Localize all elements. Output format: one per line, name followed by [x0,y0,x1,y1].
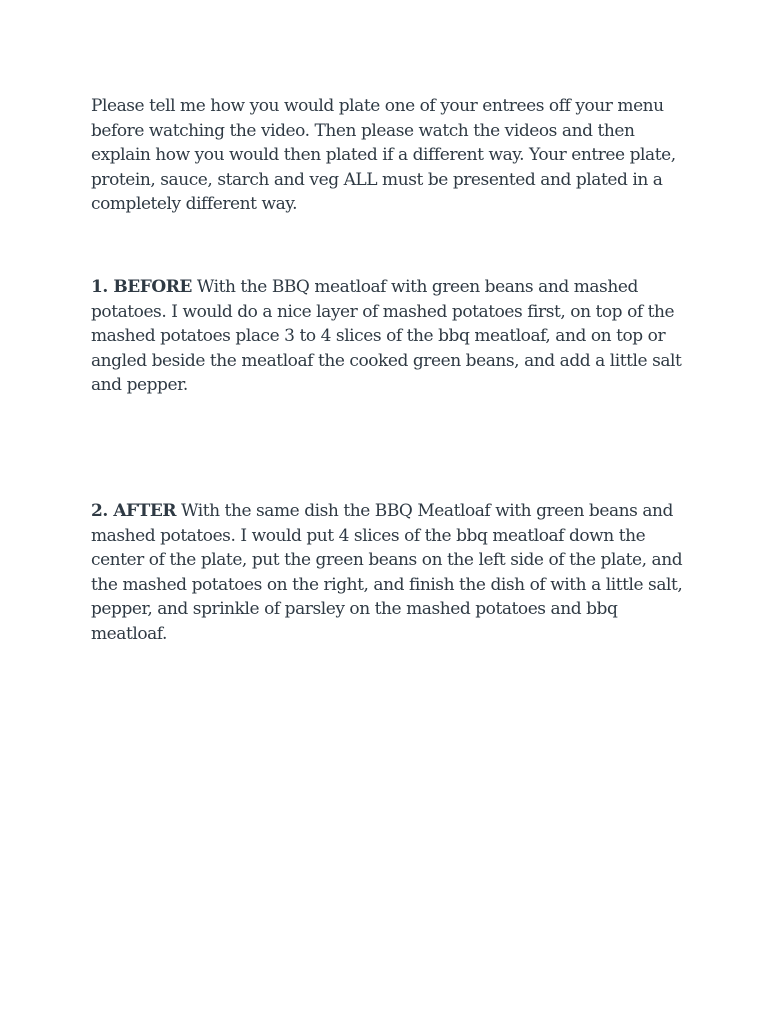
after-paragraph [91,499,691,646]
after-text: With the same dish the BBQ Meatloaf with green beans and mashed potatoes. I would put 4 slices of the bbq meatloaf down the center of the plate, put the green beans on the left side of the plate, and the mashed potatoes on the right, and finish the dish of with a little salt, pepper, and sprinkle of parsley on the mashed potatoes and bbq meatloaf. [91,501,683,644]
after-label: 2. AFTER [91,501,177,521]
before-text: With the BBQ meatloaf with green beans and mashed potatoes. I would do a nice layer of mashed potatoes first, on top of the mashed potatoes place 3 to 4 slices of the bbq meatloaf, and on top or angled beside the meatloaf the cooked green beans, and add a little salt and pepper. [91,277,682,395]
before-paragraph [91,275,691,398]
before-label: 1. BEFORE [91,277,192,297]
intro-paragraph: Please tell me how you would plate one of your entrees off your menu before watching the video. Then please watch the videos and then explain how you would then plated if a different way. Your entree plate, protein, sauce, starch and veg ALL must be presented and plated in a completely different way. [91,96,676,214]
